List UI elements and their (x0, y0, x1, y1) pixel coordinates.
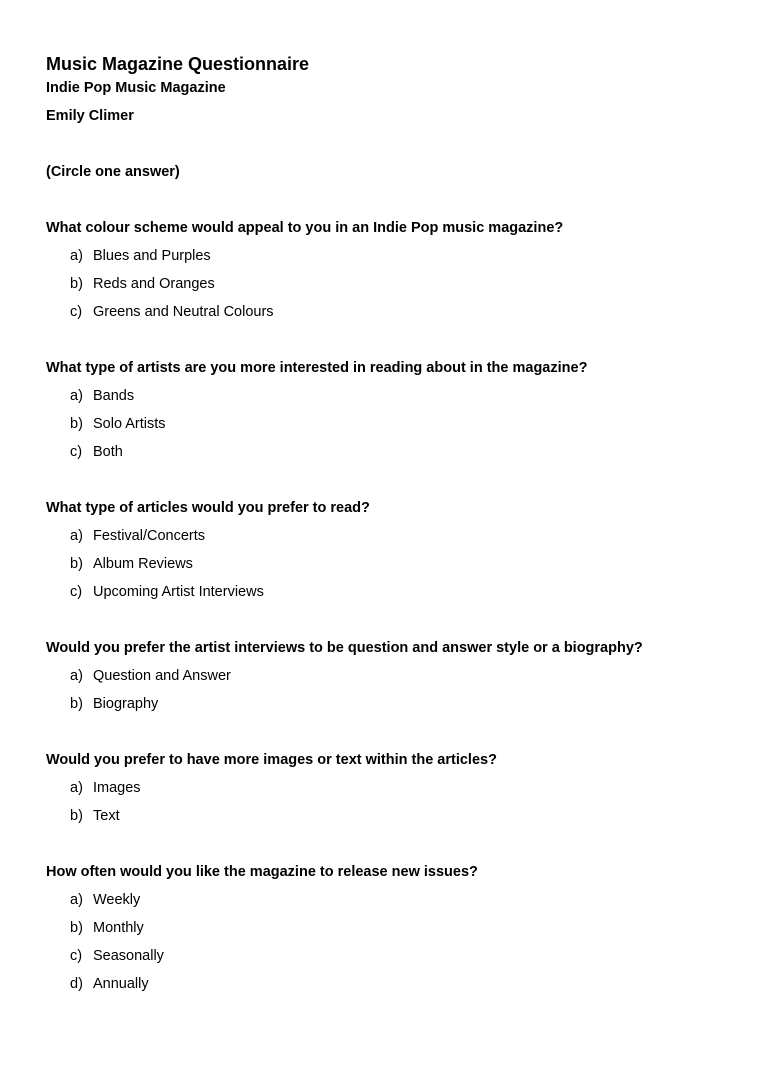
option-letter: c) (70, 584, 83, 600)
option-letter: b) (70, 808, 83, 824)
option-text: Question and Answer (93, 668, 231, 684)
answer-option (46, 554, 736, 582)
option-text: Blues and Purples (93, 248, 211, 264)
option-text: Greens and Neutral Colours (93, 304, 274, 320)
answer-option (46, 974, 736, 1002)
question-block (46, 638, 736, 722)
document-author: Emily Climer (46, 108, 134, 124)
option-text: Annually (93, 976, 149, 992)
answer-options (46, 778, 736, 834)
option-text: Biography (93, 696, 159, 712)
answer-option (46, 582, 736, 610)
option-letter: b) (70, 556, 83, 572)
option-letter: b) (70, 696, 83, 712)
option-text: Both (93, 444, 123, 460)
answer-option (46, 946, 736, 974)
question-block (46, 750, 736, 834)
answer-option (46, 526, 736, 554)
answer-option (46, 694, 736, 722)
answer-option (46, 890, 736, 918)
answer-option (46, 666, 736, 694)
instruction-text: (Circle one answer) (46, 164, 180, 180)
question-text: What type of artists are you more interested in reading about in the magazine? (46, 360, 588, 376)
question-block (46, 358, 736, 470)
option-letter: d) (70, 976, 83, 992)
question-block (46, 218, 736, 330)
question-block (46, 862, 736, 1002)
option-text: Seasonally (93, 948, 164, 964)
option-letter: a) (70, 528, 83, 544)
answer-option (46, 778, 736, 806)
answer-option (46, 386, 736, 414)
answer-option (46, 806, 736, 834)
option-text: Reds and Oranges (93, 276, 215, 292)
question-text: How often would you like the magazine to release new issues? (46, 864, 478, 880)
question-block (46, 498, 736, 610)
option-text: Album Reviews (93, 556, 193, 572)
answer-option (46, 302, 736, 330)
answer-option (46, 246, 736, 274)
option-text: Monthly (93, 920, 144, 936)
document-title: Music Magazine Questionnaire (46, 54, 310, 74)
option-text: Images (93, 780, 141, 796)
option-text: Text (93, 808, 120, 824)
answer-option (46, 918, 736, 946)
answer-options (46, 386, 736, 470)
questions-list (46, 218, 736, 1002)
option-text: Solo Artists (93, 416, 166, 432)
option-text: Weekly (93, 892, 141, 908)
option-letter: c) (70, 304, 83, 320)
option-letter: c) (70, 444, 83, 460)
option-letter: b) (70, 276, 83, 292)
option-letter: c) (70, 948, 83, 964)
answer-option (46, 442, 736, 470)
option-letter: a) (70, 248, 83, 264)
answer-options (46, 666, 736, 722)
option-letter: a) (70, 892, 83, 908)
question-text: Would you prefer to have more images or text within the articles? (46, 752, 497, 768)
question-text: What colour scheme would appeal to you in an Indie Pop music magazine? (46, 220, 564, 236)
answer-option (46, 274, 736, 302)
question-text: Would you prefer the artist interviews to be question and answer style or a biography? (46, 640, 643, 656)
option-letter: b) (70, 416, 83, 432)
answer-options (46, 526, 736, 610)
document-page (46, 52, 736, 1002)
answer-options (46, 246, 736, 330)
option-text: Festival/Concerts (93, 528, 206, 544)
answer-option (46, 414, 736, 442)
answer-options (46, 890, 736, 1002)
option-letter: a) (70, 780, 83, 796)
option-text: Upcoming Artist Interviews (93, 584, 264, 600)
document-subtitle: Indie Pop Music Magazine (46, 80, 226, 96)
question-text: What type of articles would you prefer to read? (46, 500, 370, 516)
option-text: Bands (93, 388, 135, 404)
option-letter: b) (70, 920, 83, 936)
option-letter: a) (70, 668, 83, 684)
option-letter: a) (70, 388, 83, 404)
